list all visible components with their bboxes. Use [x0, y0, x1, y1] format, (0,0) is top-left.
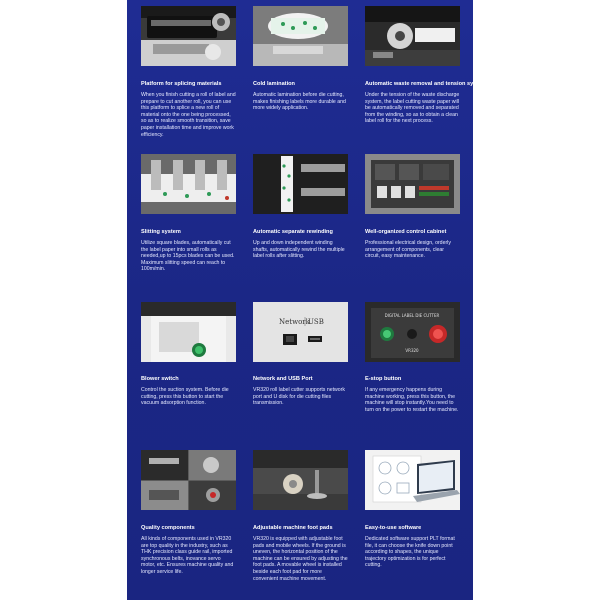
- feature-estop-button: [365, 302, 460, 450]
- feature-blower-switch: [141, 302, 236, 450]
- feature-title: Cold lamination: [253, 81, 295, 87]
- feature-waste-removal: [365, 6, 487, 154]
- splicing-platform-photo: [141, 6, 236, 66]
- panel-label: DIGITAL LABEL DIE CUTTER: [384, 313, 440, 318]
- software-laptop-photo: [365, 450, 460, 510]
- feature-description: Control the suction system. Before die cutting, press this button to start the vacuum adsorption function.: [141, 387, 229, 407]
- model-label: VR320: [405, 348, 419, 353]
- feature-title: Automatic separate rewinding: [253, 229, 333, 235]
- network-usb-photo: [253, 302, 348, 362]
- feature-cold-lamination: [253, 6, 348, 154]
- feature-splicing-platform: [141, 6, 236, 154]
- feature-description: Up and down independent winding shafts, automatically rewind the multiple label rolls after slitting.: [253, 240, 345, 260]
- feature-quality-components: [141, 450, 236, 598]
- feature-description: Automatic lamination before die cutting, makes finishing labels more durable and more widely application.: [253, 92, 346, 112]
- feature-title: Platform for splicing materials: [141, 81, 222, 87]
- feature-description: VR320 roll label cutter supports network port and U disk for die cutting files transmission.: [253, 387, 345, 407]
- blower-switch-photo: [141, 302, 236, 362]
- feature-description: Utilize square blades, automatically cut the label paper into small rolls as needed,up to 15pcs blades can be used. Maximum slitting speed can reach to 100m/min.: [141, 240, 235, 273]
- foot-pads-photo: [253, 450, 348, 510]
- feature-title: Adjustable machine foot pads: [253, 525, 333, 531]
- estop-panel-photo: [365, 302, 460, 362]
- feature-title: Network and USB Port: [253, 376, 313, 382]
- cold-lamination-photo: [253, 6, 348, 66]
- feature-description: VR320 is equipped with adjustable foot pads and mobile wheels. If the ground is uneven, the horizontal position of the machine can be ensured by adjusting the foot pads. A movable wheel is installed beside each foot pad for more convenient machine movement.: [253, 536, 348, 582]
- usb-label: USB: [308, 318, 324, 326]
- feature-easy-software: [365, 450, 460, 598]
- feature-description: When you finish cutting a roll of label and prepare to cut another roll, you can use this platform to splice a new roll of material onto the one being processed, so as to realize smooth transition, save paper installation time and improve work efficiency.: [141, 92, 236, 138]
- feature-control-cabinet: [365, 154, 460, 302]
- feature-title: E-stop button: [365, 376, 402, 382]
- features-grid: [141, 6, 487, 598]
- feature-description: All kinds of components used in VR320 are top quality in the industry, such as THK precision class guide rail, imported synchronous belts, inovance servo motor, etc. Ensures machine quality and longer service life.: [141, 536, 234, 575]
- feature-description: Under the tension of the waste discharge system, the label cutting waste paper will be automatically removed and separated from the winding, so as to obtain a clean label roll for the next process.: [365, 92, 460, 125]
- feature-title: Blower switch: [141, 376, 179, 382]
- feature-network-usb: [253, 302, 348, 450]
- feature-slitting-system: [141, 154, 236, 302]
- feature-title: Quality components: [141, 525, 195, 531]
- feature-description: Dedicated software support PLT format file, it can choose the knife down point according to shapes, the unique trajectory optimization is for perfect cutting.: [365, 536, 455, 569]
- feature-title: Slitting system: [141, 229, 181, 235]
- quality-components-photo: [141, 450, 236, 510]
- slitting-blades-photo: [141, 154, 236, 214]
- feature-description: If any emergency happens during machine working, press this button, the machine will stop instantly.You need to turn on the power to restart the machine.: [365, 387, 459, 413]
- feature-description: Professional electrical design, orderly arrangement of components, clear circuit, easy maintenance.: [365, 240, 451, 260]
- feature-separate-rewinding: [253, 154, 348, 302]
- waste-removal-photo: [365, 6, 460, 66]
- feature-title: Automatic waste removal and tension system: [365, 81, 487, 87]
- network-label: Network: [279, 318, 310, 326]
- rewinding-shafts-photo: [253, 154, 348, 214]
- feature-foot-pads: [253, 450, 348, 598]
- control-cabinet-photo: [365, 154, 460, 214]
- feature-title: Easy-to-use software: [365, 525, 422, 531]
- feature-title: Well-organized control cabinet: [365, 229, 447, 235]
- product-features-panel: [127, 0, 487, 600]
